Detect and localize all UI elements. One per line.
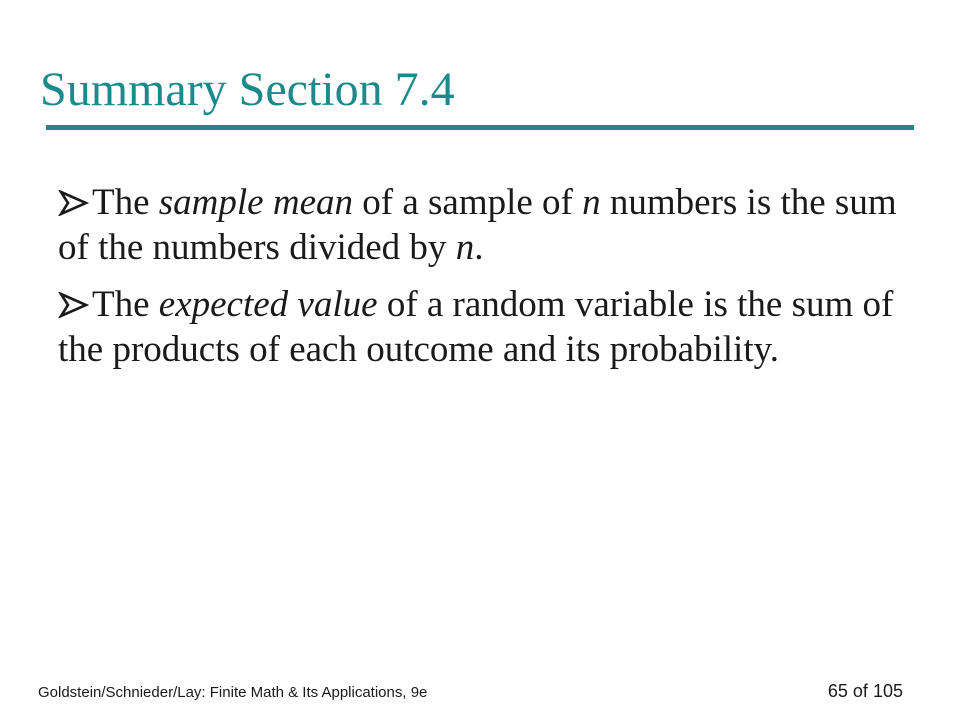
bullet-text: of a sample of [353,182,583,223]
bullet-list [58,180,908,384]
term-sample-mean: sample mean [158,182,353,223]
page-number [828,681,903,702]
bullet-expected-value [58,282,908,372]
footer-credit: Goldstein/Schnieder/Lay: Finite Math & Its Applications, 9e [38,684,428,701]
bullet-text: The [92,182,159,223]
variable-n: n [455,227,475,268]
title-underline [46,125,914,130]
variable-n: n [582,182,601,223]
page-total: 105 [872,681,903,701]
term-expected-value: expected value [158,284,378,325]
bullet-text: of a random variable is the sum of the products of each outcome and its probability. [58,284,894,370]
page-of: of [852,681,868,701]
bullet-text: The [92,284,159,325]
page-current: 65 [827,681,848,701]
bullet-text: numbers is the sum of the numbers divided by [58,182,897,268]
slide-title: Summary Section 7.4 [40,63,455,116]
arrow-bullet-icon [58,190,90,216]
bullet-text: . [474,227,484,268]
bullet-sample-mean [58,180,908,270]
arrow-bullet-icon [58,292,90,318]
